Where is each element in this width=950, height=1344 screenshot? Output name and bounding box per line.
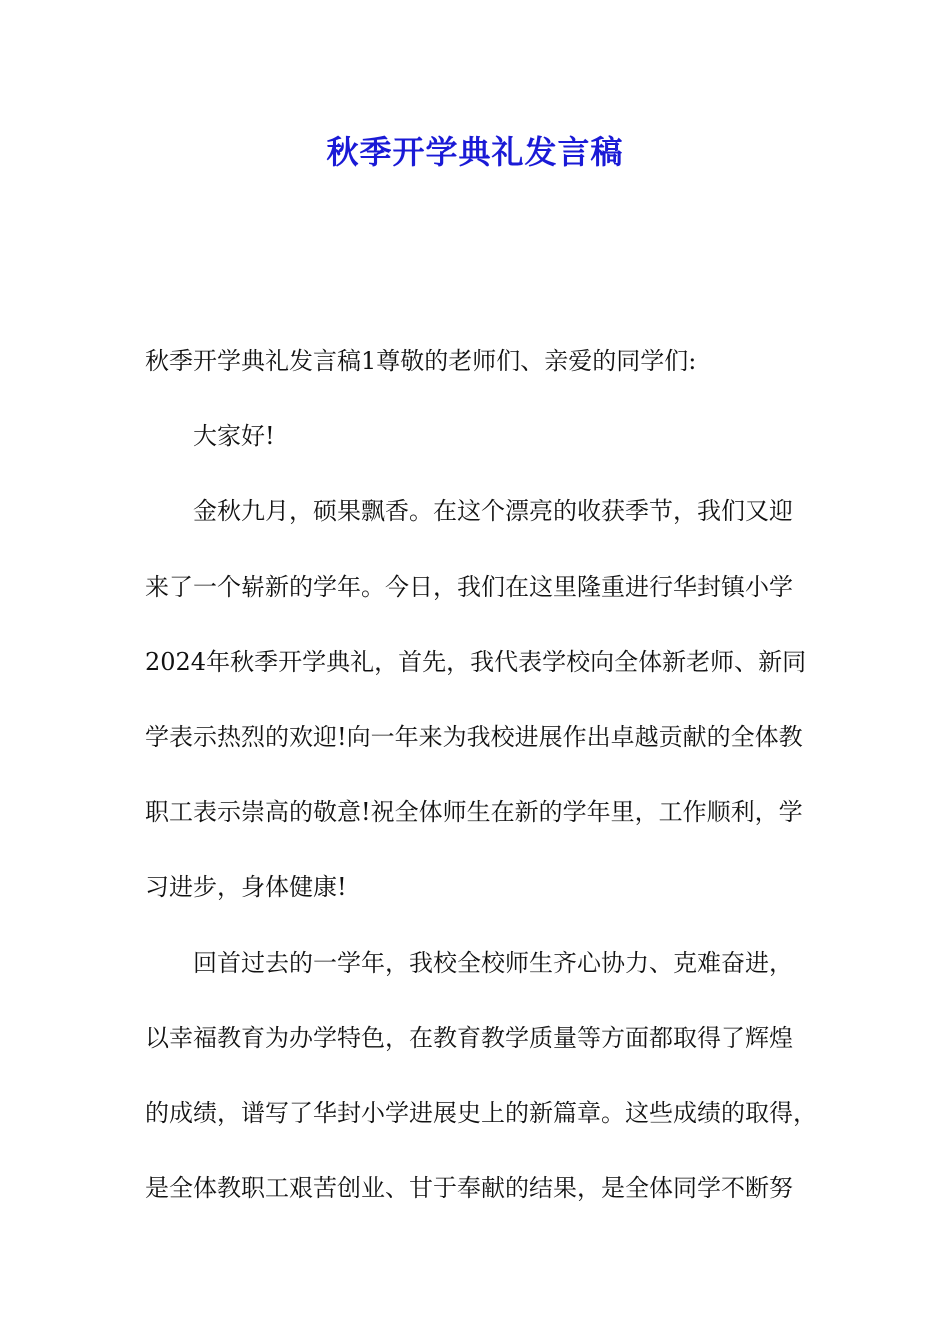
- text-line: 职工表示崇高的敬意!祝全体师生在新的学年里，工作顺利，学: [145, 798, 803, 827]
- text-line: 来了一个崭新的学年。今日，我们在这里隆重进行华封镇小学: [145, 572, 793, 601]
- text-line: 金秋九月，硕果飘香。在这个漂亮的收获季节，我们又迎: [193, 497, 793, 526]
- text-line: 2024年秋季开学典礼，首先，我代表学校向全体新老师、新同: [145, 647, 807, 676]
- text-line: 以幸福教育为办学特色，在教育教学质量等方面都取得了辉煌: [145, 1023, 793, 1052]
- text-line: 习进步，身体健康!: [145, 873, 347, 902]
- text-line: 的成绩，谱写了华封小学进展史上的新篇章。这些成绩的取得，: [145, 1098, 817, 1127]
- text-line: 秋季开学典礼发言稿1尊敬的老师们、亲爱的同学们:: [145, 347, 697, 375]
- document-body: [145, 339, 825, 1241]
- text-line: 回首过去的一学年，我校全校师生齐心协力、克难奋进，: [193, 948, 793, 977]
- text-line: 是全体教职工艰苦创业、甘于奉献的结果，是全体同学不断努: [145, 1174, 793, 1203]
- page-title: 秋季开学典礼发言稿: [326, 133, 624, 171]
- text-line: 大家好!: [193, 422, 275, 451]
- text-line: 学表示热烈的欢迎!向一年来为我校进展作出卓越贡献的全体教: [145, 722, 803, 751]
